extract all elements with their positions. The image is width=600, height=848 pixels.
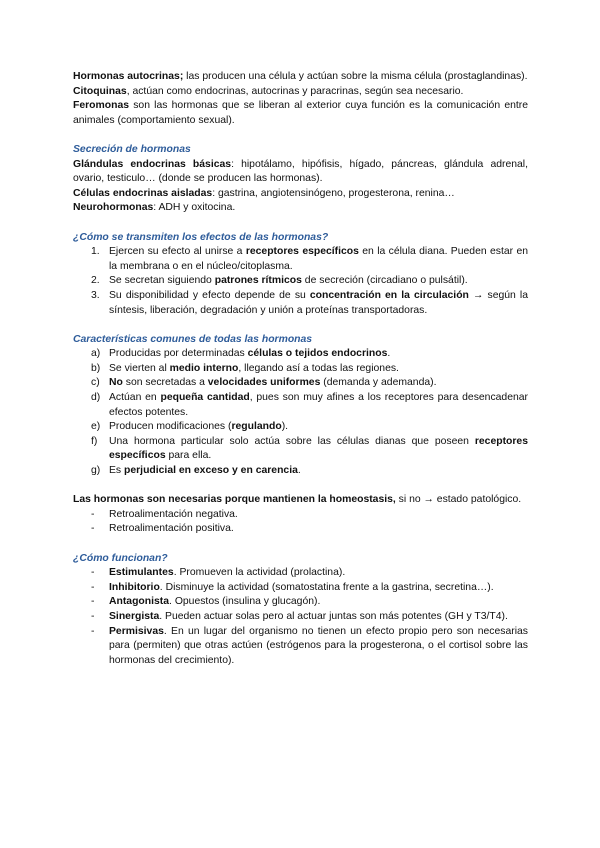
list-item: 1. Ejercen su efecto al unirse a receptores específicos en la célula diana. Pueden estar en la membrana o en el núcleo/citoplasma. bbox=[91, 246, 529, 272]
list-item: - Antagonista. Opuestos (insulina y glucagón). bbox=[91, 596, 321, 608]
heading-secrecion: Secreción de hormonas bbox=[73, 143, 191, 155]
list-item: - Retroalimentación positiva. bbox=[91, 523, 234, 535]
list-item: g) Es perjudicial en exceso y en carencia. bbox=[91, 465, 301, 477]
list-item: 2. Se secretan siguiendo patrones rítmicos de secreción (circadiano o pulsátil). bbox=[91, 275, 468, 287]
paragraph-glandulas: Glándulas endocrinas básicas: hipotálamo, hipófisis, hígado, páncreas, glándula adrenal, ovario, testiculo… (donde se producen las hormonas). bbox=[73, 158, 528, 185]
document-page bbox=[73, 70, 528, 668]
term-citoquinas: Citoquinas bbox=[73, 85, 127, 97]
paragraph-feromonas: Feromonas son las hormonas que se liberan al exterior cuya función es la comunicación entre animales (comportamiento sexual). bbox=[73, 100, 528, 126]
term-autocrinas: Hormonas autocrinas; bbox=[73, 71, 184, 82]
heading-caracteristicas: Características comunes de todas las hormonas bbox=[73, 333, 313, 345]
paragraph-neurohormonas: Neurohormonas: ADH y oxitocina. bbox=[73, 202, 236, 214]
heading-funcionan: ¿Cómo funcionan? bbox=[73, 552, 168, 564]
list-item: - Permisivas. En un lugar del organismo no tienen un efecto propio pero son necesarias para (permiten) que otras actúen (estrógenos para la progesterona, o el cortisol sobre las hormonas del crecimiento). bbox=[91, 625, 528, 666]
list-transmision bbox=[73, 245, 528, 318]
list-item: d) Actúan en pequeña cantidad, pues son muy afines a los receptores para desencadenar efectos potentes. bbox=[91, 392, 529, 418]
paragraph-homeostasis: Las hormonas son necesarias porque mantienen la homeostasis, si no → estado patológico. bbox=[73, 494, 522, 506]
paragraph-autocrinas: Hormonas autocrinas; las producen una célula y actúan sobre la misma célula (prostaglandinas). bbox=[73, 71, 528, 82]
term-feromonas: Feromonas bbox=[73, 100, 130, 112]
list-item: - Estimulantes. Promueven la actividad (prolactina). bbox=[91, 567, 346, 579]
list-item: - Inhibitorio. Disminuye la actividad (somatostatina frente a la gastrina, secretina…). bbox=[91, 581, 494, 593]
paragraph-celulas: Células endocrinas aisladas: gastrina, angiotensinógeno, progesterona, renina… bbox=[73, 187, 455, 199]
list-item: 3. Su disponibilidad y efecto depende de su concentración en la circulación → según la síntesis, liberación, degradación y unión a proteínas transportadoras. bbox=[91, 289, 529, 316]
heading-transmision: ¿Cómo se transmiten los efectos de las hormonas? bbox=[73, 231, 329, 243]
list-item: - Sinergista. Pueden actuar solas pero al actuar juntas son más potentes (GH y T3/T4). bbox=[91, 610, 508, 622]
list-item: c) No son secretadas a velocidades uniformes (demanda y ademanda). bbox=[91, 377, 437, 389]
list-retroalimentacion bbox=[73, 508, 528, 537]
list-item: e) Producen modificaciones (regulando). bbox=[91, 421, 289, 433]
list-item: - Retroalimentación negativa. bbox=[91, 508, 238, 520]
paragraph-citoquinas: Citoquinas, actúan como endocrinas, autocrinas y paracrinas, según sea necesario. bbox=[73, 85, 464, 97]
list-funcionan bbox=[73, 566, 528, 668]
list-item: b) Se vierten al medio interno, llegando así a todas las regiones. bbox=[91, 362, 399, 374]
list-item: f) Una hormona particular solo actúa sobre las células dianas que poseen receptores específicos para ella. bbox=[91, 435, 528, 462]
list-caracteristicas bbox=[73, 347, 528, 478]
list-item: a) Producidas por determinadas células o tejidos endocrinos. bbox=[91, 348, 391, 360]
